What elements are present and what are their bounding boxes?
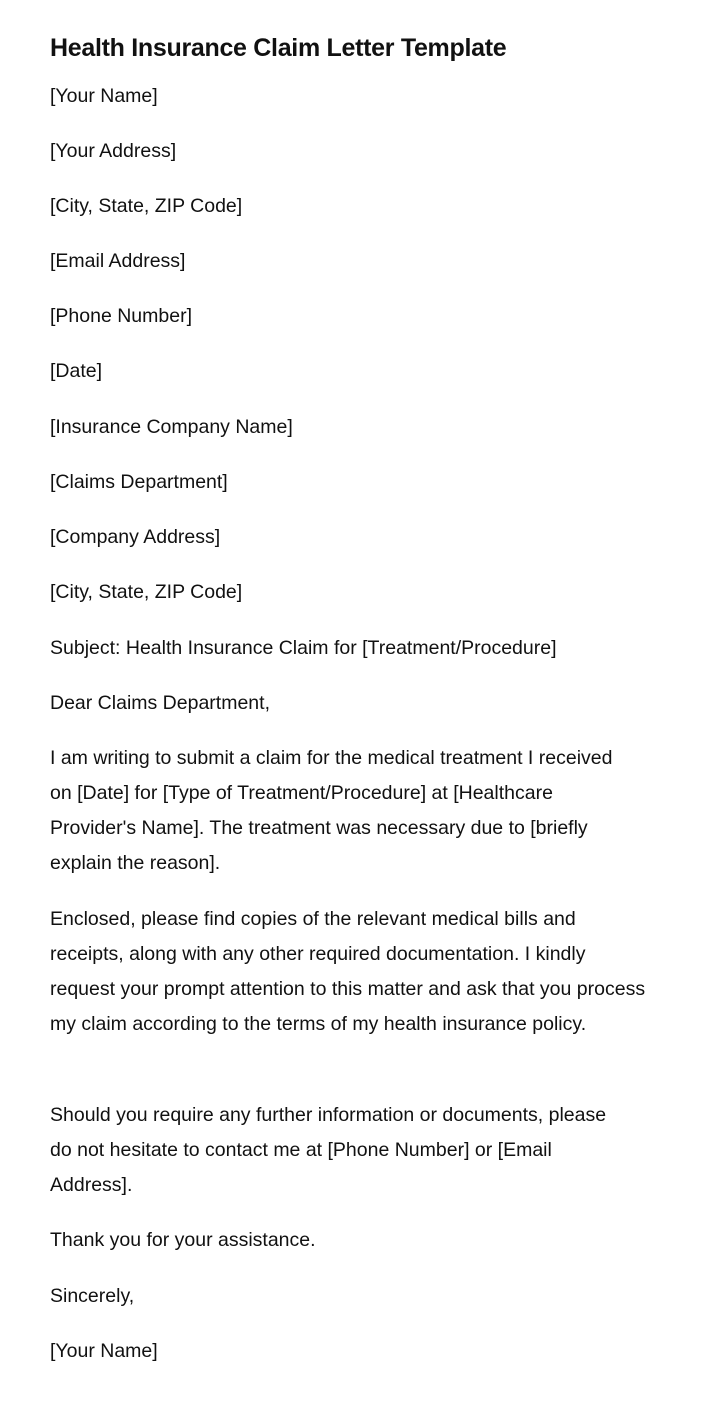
closing: Sincerely, xyxy=(50,1285,135,1307)
document-title: Health Insurance Claim Letter Template xyxy=(50,34,507,62)
letter-date: [Date] xyxy=(50,360,103,382)
signature-name: [Your Name] xyxy=(50,1340,158,1362)
subject-line: Subject: Health Insurance Claim for [Treatment/Procedure] xyxy=(50,637,557,659)
body-paragraph-2: Enclosed, please find copies of the relevant medical bills and receipts, along with any other required documentation. I kindly request your prompt attention to this matter and ask that you process my claim according to the terms of my health insurance policy. xyxy=(50,908,646,1035)
recipient-address: [Company Address] xyxy=(50,526,221,548)
recipient-city: [City, State, ZIP Code] xyxy=(50,581,243,603)
thanks-line: Thank you for your assistance. xyxy=(50,1229,316,1251)
sender-phone: [Phone Number] xyxy=(50,305,192,327)
sender-city: [City, State, ZIP Code] xyxy=(50,195,243,217)
sender-name: [Your Name] xyxy=(50,85,158,107)
recipient-company: [Insurance Company Name] xyxy=(50,416,293,438)
recipient-department: [Claims Department] xyxy=(50,471,228,493)
salutation: Dear Claims Department, xyxy=(50,692,270,714)
sender-address: [Your Address] xyxy=(50,140,177,162)
sender-email: [Email Address] xyxy=(50,250,186,272)
body-paragraph-1: I am writing to submit a claim for the medical treatment I received on [Date] for [Type of Treatment/Procedure] at [Healthcare Provider's Name]. The treatment was necessary due to [briefly explain the reason]. xyxy=(50,747,613,874)
body-paragraph-3: Should you require any further information or documents, please do not hesitate to contact me at [Phone Number] or [Email Address]. xyxy=(50,1104,607,1196)
